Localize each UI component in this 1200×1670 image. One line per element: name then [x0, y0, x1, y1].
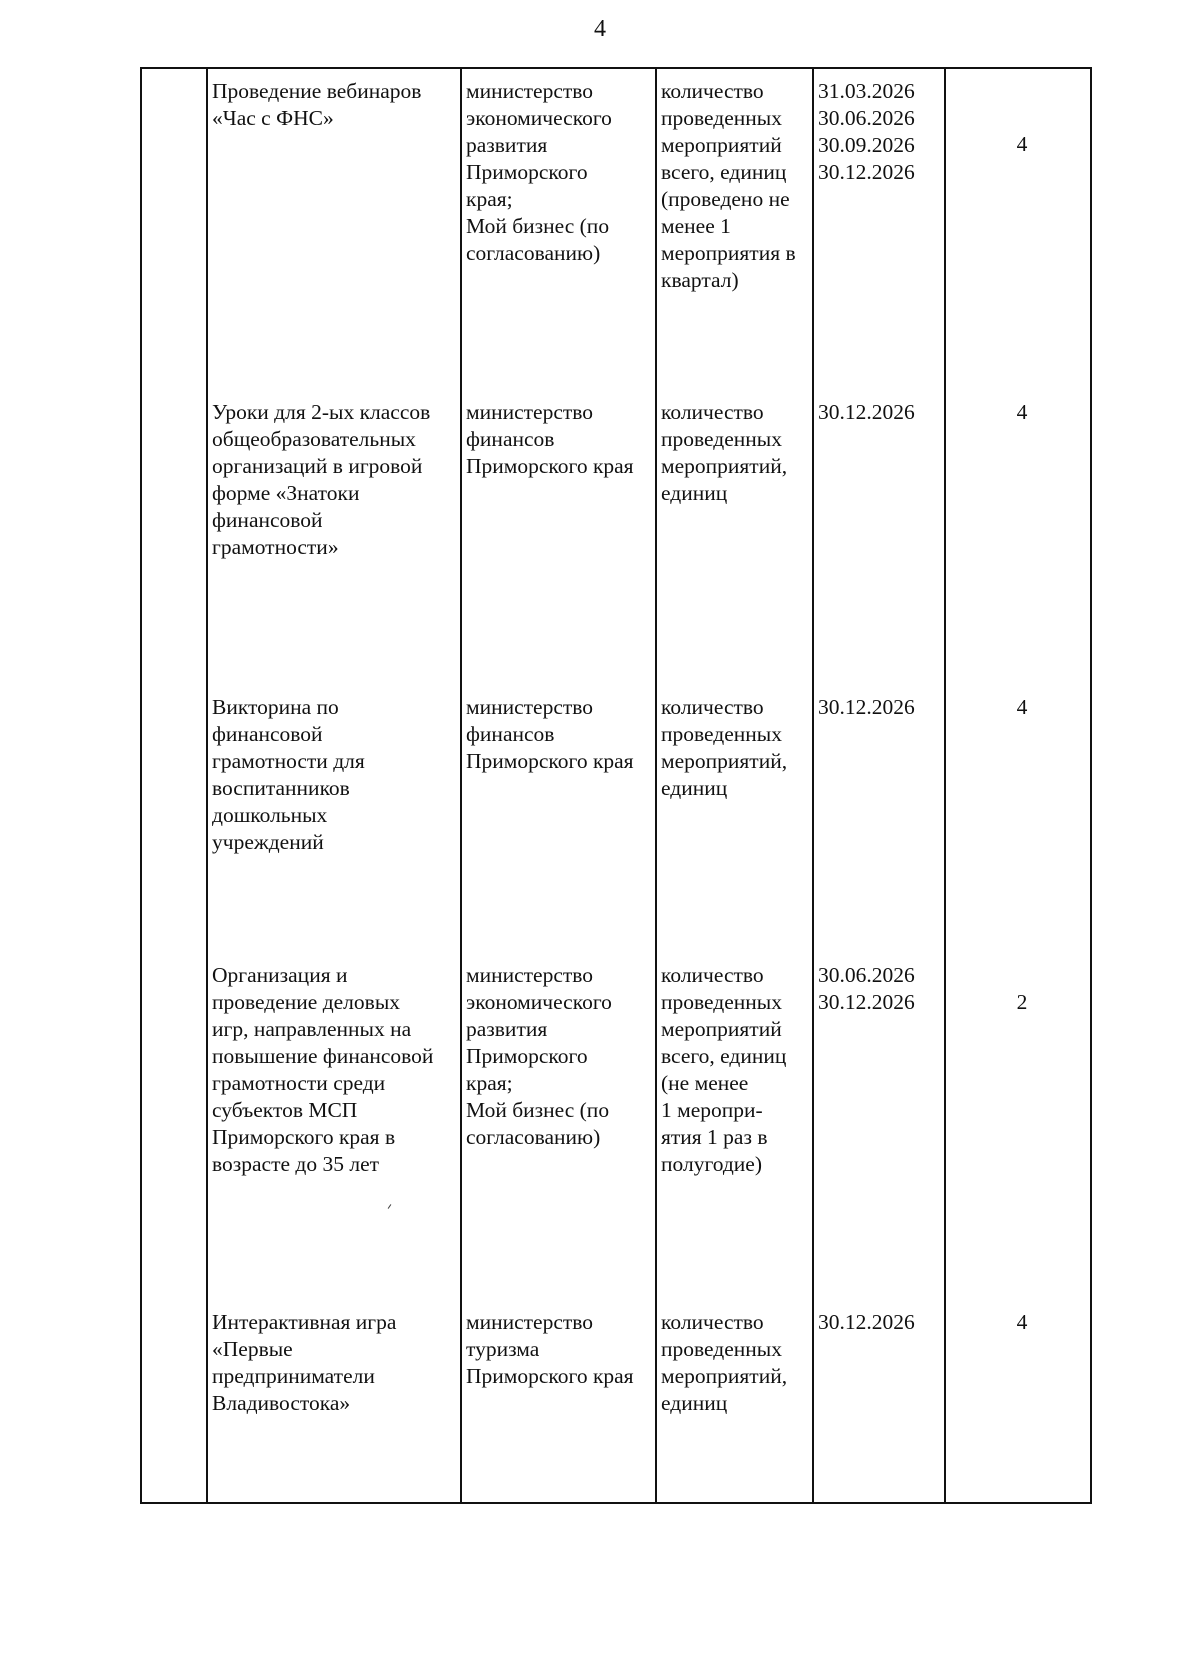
- indicator: количество проведенных мероприятий всего, единиц (не менее 1 меропри- ятия 1 раз в полугодие): [661, 963, 787, 1176]
- responsible-org: министерство финансов Приморского края: [466, 400, 634, 478]
- target-value: 4: [1016, 1310, 1028, 1334]
- deadline-dates: 30.12.2026: [818, 1310, 915, 1334]
- target-value: 4: [1016, 695, 1028, 719]
- event-name: Проведение вебинаров «Час с ФНС»: [212, 79, 422, 130]
- deadline-dates: 30.06.2026 30.12.2026: [818, 963, 915, 1014]
- deadline-dates: 30.12.2026: [818, 695, 915, 719]
- target-value: 4: [1016, 132, 1028, 156]
- indicator: количество проведенных мероприятий, единиц: [661, 400, 788, 505]
- target-value: 2: [1016, 990, 1028, 1014]
- page-number: 4: [594, 16, 606, 42]
- target-value: 4: [1016, 400, 1028, 424]
- responsible-org: министерство туризма Приморского края: [466, 1310, 634, 1388]
- event-name: Уроки для 2-ых классов общеобразовательных организаций в игровой форме «Знатоки финансовой грамотности»: [212, 400, 431, 559]
- responsible-org: министерство финансов Приморского края: [466, 695, 634, 773]
- indicator: количество проведенных мероприятий, единиц: [661, 1310, 788, 1415]
- column-divider: [944, 69, 946, 1502]
- indicator: количество проведенных мероприятий, единиц: [661, 695, 788, 800]
- responsible-org: министерство экономического развития Приморского края; Мой бизнес (по согласованию): [466, 963, 612, 1149]
- responsible-org: министерство экономического развития Приморского края; Мой бизнес (по согласованию): [466, 79, 612, 265]
- deadline-dates: 30.12.2026: [818, 400, 915, 424]
- indicator: количество проведенных мероприятий всего, единиц (проведено не менее 1 мероприятия в квартал): [661, 79, 796, 292]
- column-divider: [655, 69, 657, 1502]
- event-name: Организация и проведение деловых игр, направленных на повышение финансовой грамотности среди субъектов МСП Приморского края в возрасте до 35 лет: [212, 963, 434, 1176]
- column-divider: [206, 69, 208, 1502]
- deadline-dates: 31.03.2026 30.06.2026 30.09.2026 30.12.2026: [818, 79, 915, 184]
- event-name: Викторина по финансовой грамотности для воспитанников дошкольных учреждений: [212, 695, 365, 854]
- events-table: [140, 67, 1092, 1504]
- event-name: Интерактивная игра «Первые предприниматели Владивостока»: [212, 1310, 397, 1415]
